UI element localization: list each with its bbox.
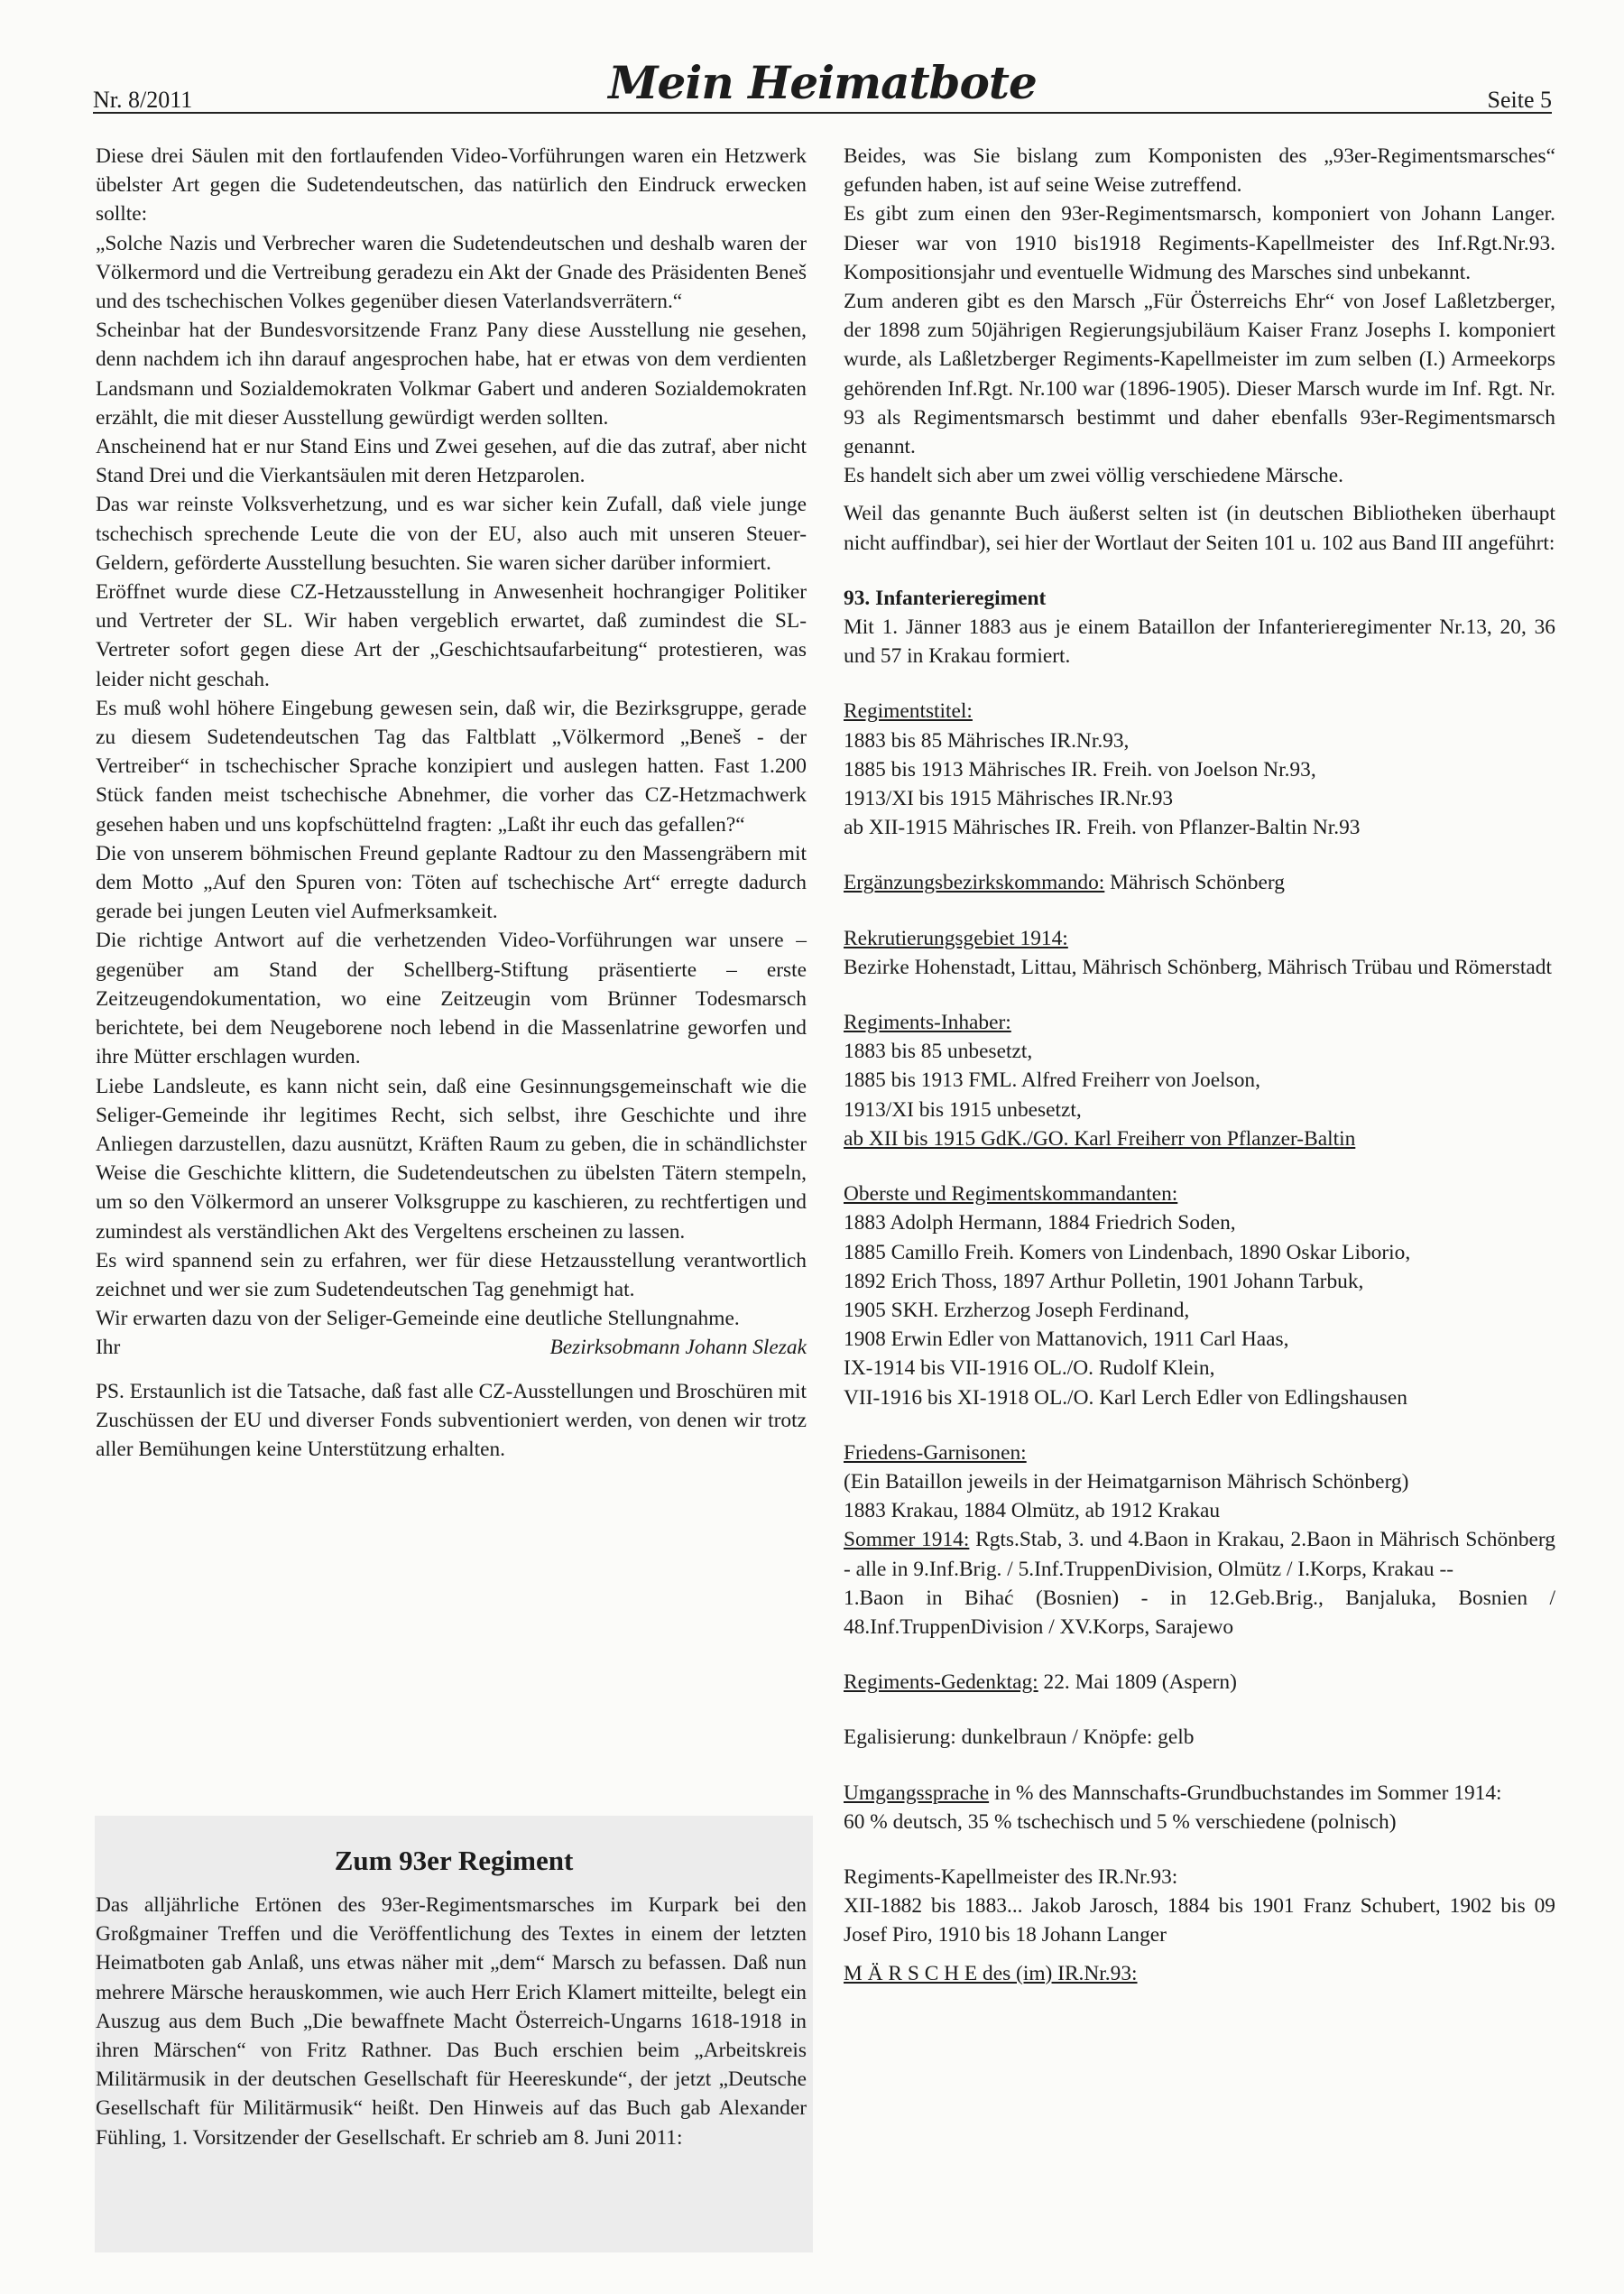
maersche-heading: M Ä R S C H E des (im) IR.Nr.93: [844,1961,1138,1985]
garnison-note: (Ein Bataillon jeweils in der Heimatgarnison Mährisch Schönberg) [844,1469,1409,1494]
kapell-heading: Regiments-Kapellmeister des IR.Nr.93: [844,1864,1178,1889]
newspaper-logo: Mein Heimatbote [608,56,1037,109]
paragraph: Diese drei Säulen mit den fortlaufenden Video-Vorführungen waren ein Hetzwerk übelster Art gegen die Sudetendeutschen, das natürlich den Eindruck erwecken sollte: [96,144,807,227]
regiment-heading: 93. Infanterieregiment [844,586,1047,610]
oberste-line: 1892 Erich Thoss, 1897 Arthur Polletin, 1901 Johann Tarbuk, [844,1269,1364,1293]
paragraph: Zum anderen gibt es den Marsch „Für Österreichs Ehr“ von Josef Laßletzberger, der 1898 zum 50jährigen Regierungsjubiläum Kaiser Franz Josephs I. komponiert wurde, als Laßletzberger Regiments-Kapellmeister im zum selben (I.) Armeekorps gehörenden Inf.Rgt. Nr.100 war (1896-1905). Dieser Marsch wurde im Inf. Rgt. Nr. 93 als Regimentsmarsch bestimmt und daher ebenfalls 93er-Regimentsmarsch genannt. [844,290,1555,459]
title-line: 1913/XI bis 1915 Mährisches IR.Nr.93 [844,787,1174,811]
paragraph: Eröffnet wurde diese CZ-Hetzausstellung in Anwesenheit hochrangiger Politiker und Vertreter der SL. Wir haben vergeblich erwartet, daß zumindest die SL-Vertreter sofort gegen diese Art der „Geschichtsaufarbeitung“ protestieren, was leider nicht geschah. [96,580,807,691]
sommer-text-2: 1.Baon in Bihać (Bosnien) - in 12.Geb.Brig., Banjaluka, Bosnien / 48.Inf.TruppenDivision / XV.Korps, Sarajewo [844,1586,1555,1639]
paragraph: Es gibt zum einen den 93er-Regimentsmarsch, komponiert von Johann Langer. Dieser war von 1910 bis1918 Regiments-Kapellmeister des Inf.Rgt.Nr.93. Kompositionsjahr und eventuelle Widmung des Marsches sind unbekannt. [844,202,1555,284]
sprache-text: in % des Mannschafts-Grundbuchstandes im Sommer 1914: [989,1781,1502,1805]
left-column [96,142,807,1464]
paragraph: Die von unserem böhmischen Freund geplante Radtour zu den Massengräbern mit dem Motto „Auf den Spuren von: Töten auf tschechische Art“ erregte dadurch gerade bei jungen Leuten viel Aufmerksamkeit. [96,841,807,924]
sprache-line [844,1779,1555,1808]
title-line: 1885 bis 1913 Mährisches IR. Freih. von Joelson Nr.93, [844,757,1316,782]
sommer-line [844,1525,1555,1583]
oberste-heading: Oberste und Regimentskommandanten: [844,1182,1178,1207]
paragraph: Es muß wohl höhere Eingebung gewesen sein, daß wir, die Bezirksgruppe, gerade zu diesem Sudetendeutschen Tag das Faltblatt „Völkermord „Beneš - der Vertreiber“ in tschechischer Sprache konzipiert und auslegen hatten. Fast 1.200 Stück fanden meist tschechische Abnehmer, die vorher das CZ-Hetzmachwerk gesehen haben und uns kopfschüttelnd fragten: „Laßt ihr euch das gefallen?“ [96,696,807,837]
right-column [844,142,1555,1988]
postscript: PS. Erstaunlich ist die Tatsache, daß fast alle CZ-Ausstellungen und Broschüren mit Zuschüssen der EU und diverser Fonds subventioniert werden, von denen wir trotz aller Bemühungen keine Unterstützung erhalten. [96,1379,807,1461]
paragraph: Es wird spannend sein zu erfahren, wer für diese Hetzausstellung verantwortlich zeichnet und wer sie zum Sudetendeutschen Tag genehmigt hat. [96,1248,807,1301]
kapell-value: XII-1882 bis 1883... Jakob Jarosch, 1884 bis 1901 Franz Schubert, 1902 bis 09 Josef Piro, 1910 bis 18 Johann Langer [844,1894,1555,1947]
oberste-line: VII-1916 bis XI-1918 OL./O. Karl Lerch Edler von Edlingshausen [844,1385,1407,1410]
garnison-heading: Friedens-Garnisonen: [844,1440,1027,1465]
gedenktag-value: 22. Mai 1809 (Aspern) [1038,1670,1237,1695]
issue-number: Nr. 8/2011 [93,87,193,113]
oberste-line: IX-1914 bis VII-1916 OL./O. Rudolf Klein, [844,1356,1215,1381]
oberste-line: 1905 SKH. Erzherzog Joseph Ferdinand, [844,1298,1190,1322]
paragraph: Anscheinend hat er nur Stand Eins und Zwei gesehen, auf die das zutraf, aber nicht Stand Drei und die Vierkantsäulen mit deren Hetzparolen. [96,435,807,488]
oberste-line: 1883 Adolph Hermann, 1884 Friedrich Soden, [844,1211,1236,1235]
inhaber-line: 1885 bis 1913 FML. Alfred Freiherr von Joelson, [844,1068,1260,1093]
signature-salutation: Ihr [96,1336,121,1360]
garnison-line: 1883 Krakau, 1884 Olmütz, ab 1912 Krakau [844,1499,1221,1523]
paragraph: Die richtige Antwort auf die verhetzenden Video-Vorführungen war unsere – gegenüber am Stand der Schellberg-Stiftung präsentierte – erste Zeitzeugendokumentation, wo eine Zeitzeugin vom Brünner Todesmarsch berichtete, bei dem Neugeborene noch lebend in die Massenlatrine geworfen und ihre Mütter erschlagen wurden. [96,929,807,1069]
paragraph: Liebe Landsleute, es kann nicht sein, daß eine Gesinnungsgemeinschaft wie die Seliger-Gemeinde ihr legitimes Recht, sich selbst, ihre Geschichte und ihre Anliegen darzustellen, dazu ausnützt, Kräften Raum zu geben, die in schändlichster Weise die Geschichte klittern, die Sudetendeutschen zu übelsten Tätern stempeln, um so den Völkermord an unserer Volksgruppe zu kaschieren, zu rechtfertigen und zumindest als verständlichen Akt des Vergeltens erscheinen zu lassen. [96,1074,807,1244]
rekrut-heading: Rekrutierungsgebiet 1914: [844,926,1068,950]
sprache-values: 60 % deutsch, 35 % tschechisch und 5 % verschiedene (polnisch) [844,1809,1397,1834]
gedenktag-label: Regiments-Gedenktag: [844,1670,1038,1695]
regiment-article-text: Das alljährliche Ertönen des 93er-Regimentsmarsches im Kurpark bei den Großgmainer Treffen und die Veröffentlichung des Textes in einem der letzten Heimatboten gab Anlaß, uns etwas näher mit „dem“ Marsch zu befassen. Daß nun mehrere Märsche herauskommen, wie auch Herr Erich Klamert mitteilte, belegt ein Auszug aus dem Buch „Die bewaffnete Macht Österreich-Ungarns 1618-1918 in ihren Märschen“ von Fritz Rathner. Das Buch erschien beim „Arbeitskreis Militärmusik in der deutschen Gesellschaft für Heereskunde“, der jetzt „Deutsche Gesellschaft für Militärmusik“ heißt. Den Hinweis auf das Buch gab Alexander Fühling, 1. Vorsitzender der Gesellschaft. Er schrieb am 8. Juni 2011: [96,1893,807,2150]
rekrut-value: Bezirke Hohenstadt, Littau, Mährisch Schönberg, Mährisch Trübau und Römerstadt [844,955,1552,979]
inhaber-line: 1913/XI bis 1915 unbesetzt, [844,1097,1082,1122]
inhaber-line: ab XII bis 1915 GdK./GO. Karl Freiherr von Pflanzer-Baltin [844,1126,1356,1151]
oberste-line: 1885 Camillo Freih. Komers von Lindenbach, 1890 Oskar Liborio, [844,1240,1411,1264]
paragraph: Scheinbar hat der Bundesvorsitzende Franz Pany diese Ausstellung nie gesehen, denn nachdem ich ihn darauf angesprochen habe, hat er etwas von dem verdienten Landsmann und Sozialdemokraten Volkmar Gabert und anderen Sozialdemokraten erzählt, die mit dieser Ausstellung gewürdigt werden sollten. [96,319,807,430]
ergaenzung-heading: Ergänzungsbezirkskommando: [844,871,1105,895]
egalisierung: Egalisierung: dunkelbraun / Knöpfe: gelb [844,1725,1195,1750]
ergaenzung-value: Mährisch Schönberg [1104,871,1285,895]
title-line: ab XII-1915 Mährisches IR. Freih. von Pflanzer-Baltin Nr.93 [844,816,1361,840]
title-line: 1883 bis 85 Mährisches IR.Nr.93, [844,728,1130,753]
inhaber-heading: Regiments-Inhaber: [844,1011,1011,1035]
page-number: Seite 5 [1487,87,1552,113]
signature [96,1333,807,1362]
sommer-text: Rgts.Stab, 3. und 4.Baon in Krakau, 2.Baon in Mährisch Schönberg - alle in 9.Inf.Brig. / 5.Inf.TruppenDivision, Olmütz / I.Korps, Krakau -- [844,1528,1555,1581]
book-note: Weil das genannte Buch äußerst selten ist (in deutschen Bibliotheken überhaupt nicht auffindbar), sei hier der Wortlaut der Seiten 101 u. 102 aus Band III angeführt: [844,502,1555,555]
header-rule [93,112,1552,114]
regiment-article-title: Zum 93er Regiment [334,1845,574,1876]
paragraph: Beides, was Sie bislang zum Komponisten des „93er-Regimentsmarsches“ gefunden haben, ist auf seine Weise zutreffend. [844,144,1555,198]
sommer-label: Sommer 1914: [844,1528,970,1552]
titles-heading: Regimentstitel: [844,699,973,724]
ergaenzung-line [844,868,1555,897]
inhaber-line: 1883 bis 85 unbesetzt, [844,1040,1033,1064]
paragraph: Es handelt sich aber um zwei völlig verschiedene Märsche. [844,464,1344,488]
paragraph: Das war reinste Volksverhetzung, und es war sicher kein Zufall, daß viele junge tschechisch sprechende Leute die von der EU, also auch mit unseren Steuer-Geldern, geförderte Ausstellung besuchten. Sie waren sicher darüber informiert. [96,493,807,575]
signature-name: Bezirksobmann Johann Slezak [549,1336,807,1360]
page-header [93,56,1552,119]
regiment-intro: Mit 1. Jänner 1883 aus je einem Bataillon der Infanterieregimenter Nr.13, 20, 36 und 57 in Krakau formiert. [844,615,1555,669]
gedenktag-line [844,1668,1555,1697]
paragraph: Wir erwarten dazu von der Seliger-Gemeinde eine deutliche Stellungnahme. [96,1307,740,1331]
paragraph: „Solche Nazis und Verbrecher waren die Sudetendeutschen und deshalb waren der Völkermord und die Vertreibung geradezu ein Akt der Gnade des Präsidenten Beneš und des tschechischen Volkes gegenüber diesen Vaterlandsverrätern.“ [96,231,807,314]
regiment-article-box [95,1816,813,2252]
oberste-line: 1908 Erwin Edler von Mattanovich, 1911 Carl Haas, [844,1327,1289,1352]
sprache-label: Umgangssprache [844,1781,990,1805]
